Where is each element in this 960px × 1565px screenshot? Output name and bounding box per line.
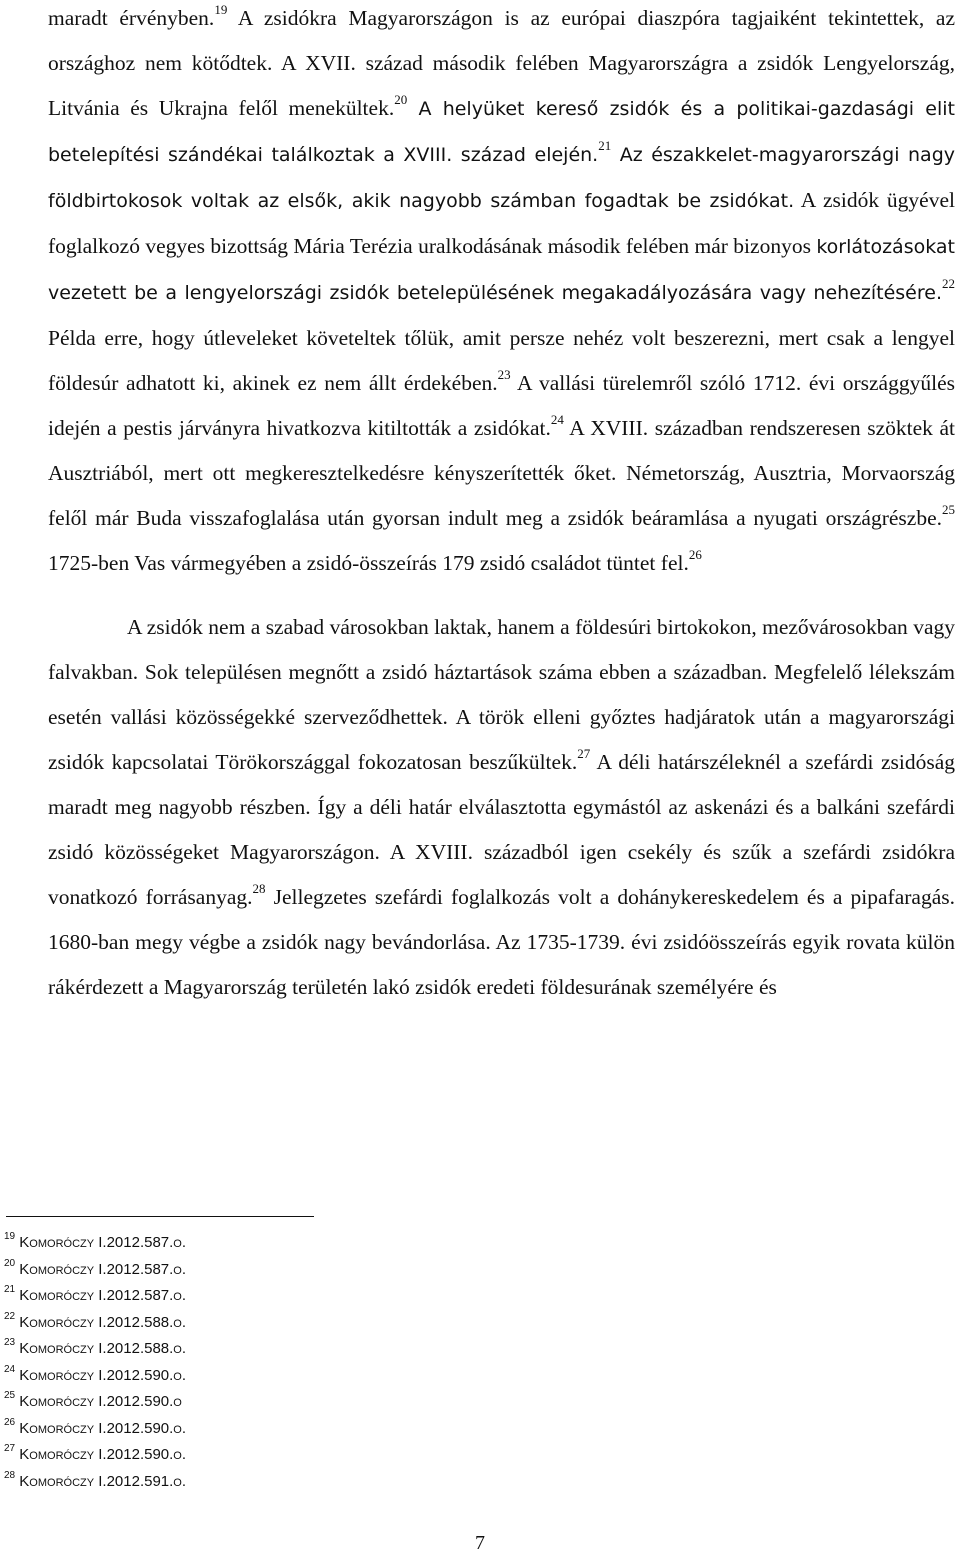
footnote-26 [4, 1416, 604, 1443]
body-text [48, 0, 955, 1010]
footnote-text: Komoróczy I.2012.590.o. [19, 1446, 187, 1463]
text-run: A helyüket kereső zsidók és a politikai-gazdasági elit betelepítési szándékai találkoztak a XVIII. század elején. [48, 98, 955, 166]
text-run: A vallási türelemről szóló 1712. évi országgyűlés idején a pestis járványra hivatkozva kitiltották a zsidókat. [48, 371, 955, 440]
footnote-number: 27 [4, 1443, 16, 1454]
page-number: 7 [475, 1532, 485, 1554]
footnote-reference: 21 [598, 137, 612, 153]
footnote-reference: 20 [394, 91, 408, 107]
footnote-reference: 28 [252, 880, 266, 896]
footnote-number: 19 [4, 1231, 16, 1242]
text-run: maradt érvényben. [48, 6, 215, 30]
text-run: A déli határszéleknél a szefárdi zsidóság maradt meg nagyobb részben. Így a déli határ elválasztotta egymástól az askenázi és a balkáni szefárdi zsidó közösségeket Magyarországon. A XVIII. századból igen csekély és szűk a szefárdi zsidókra vonatkozó forrásanyag. [48, 750, 955, 909]
footnote-27 [4, 1442, 604, 1469]
footnote-text: Komoróczy I.2012.590.o. [19, 1419, 187, 1437]
footnote-25 [4, 1389, 604, 1416]
footnote-reference: 19 [214, 1, 228, 17]
footnote-text: Komoróczy I.2012.587.o. [19, 1260, 187, 1278]
footnote-24 [4, 1363, 604, 1390]
text-run: A zsidók nem a szabad városokban laktak, hanem a földesúri birtokokon, mezővárosokban vagy falvakban. Sok településen megnőtt a zsidó háztartások száma ebben a században. Megfelelő lélekszám esetén vallási közösségekké szerveződhettek. A török elleni győztes hadjáratok után a magyarországi zsidók kapcsolatai Törökországgal fokozatosan beszűkültek. [48, 615, 955, 774]
footnote-text: Komoróczy I.2012.587.o. [19, 1287, 187, 1304]
footnote-number: 20 [4, 1257, 16, 1269]
footnote-reference: 27 [577, 745, 591, 761]
paragraph-1 [48, 0, 955, 586]
footnote-reference: 22 [942, 275, 955, 291]
footnote-number: 21 [4, 1284, 16, 1295]
footnote-text: Komoróczy I.2012.587.o. [19, 1234, 187, 1251]
text-run: Jellegzetes szefárdi foglalkozás volt a dohánykereskedelem és a pipafaragás. 1680-ban megy végbe a zsidók nagy bevándorlása. Az 1735-1739. évi zsidóösszeírás egyik rovata külön rákérdezett a Magyarország területén lakó zsidók eredeti földesurának személyére és [48, 885, 955, 999]
text-run: A XVIII. században rendszeresen szöktek át Ausztriából, mert ott megkeresztelkedésre kényszerítették őket. Németország, Ausztria, Morvaország felől már Buda visszafoglalása után gyorsan indult meg a zsidók beáramlása a nyugati országrészbe. [48, 416, 956, 530]
footnote-text: Komoróczy I.2012.590.o [19, 1393, 182, 1410]
text-run: A zsidók ügyével foglalkozó vegyes bizottság Mária Terézia uralkodásának második felében már bizonyos [48, 188, 955, 258]
footnote-21 [4, 1283, 604, 1310]
text-run: korlátozásokat vezetett be a lengyelországi zsidók betelepülésének megakadályozására vagy nehezítésére. [48, 236, 955, 304]
text-run: Az északkelet-magyarországi nagy földbirtokosok voltak az elsők, akik nagyobb számban fogadtak be zsidókat. [48, 144, 956, 212]
footnote-separator [6, 1216, 314, 1217]
footnote-reference: 26 [688, 546, 702, 562]
text-run: Példa erre, hogy útleveleket követeltek tőlük, amit persze nehéz volt beszerezni, mert csak a lengyel földesúr adhatott ki, akinek ez nem állt érdekében. [48, 326, 955, 395]
footnote-28 [4, 1469, 604, 1496]
footnote-22 [4, 1310, 604, 1337]
footnote-number: 23 [4, 1337, 16, 1348]
text-run: 1725-ben Vas vármegyében a zsidó-összeírás 179 zsidó családot tüntet fel. [48, 551, 689, 575]
footnote-number: 28 [4, 1469, 16, 1481]
paragraph-2 [48, 605, 955, 1010]
footnote-text: Komoróczy I.2012.591.o. [19, 1472, 187, 1490]
footnote-reference: 24 [550, 411, 564, 427]
footnote-20 [4, 1257, 604, 1284]
footnote-number: 26 [4, 1416, 16, 1428]
footnote-number: 22 [4, 1310, 16, 1322]
footnote-reference: 25 [942, 501, 955, 517]
footnote-text: Komoróczy I.2012.588.o. [19, 1340, 187, 1357]
footnote-23 [4, 1336, 604, 1363]
footnote-number: 25 [4, 1390, 16, 1401]
footnote-text: Komoróczy I.2012.588.o. [19, 1313, 187, 1331]
footnote-text: Komoróczy I.2012.590.o. [19, 1366, 187, 1384]
footnote-number: 24 [4, 1363, 16, 1375]
footnotes [4, 1230, 604, 1495]
footnote-19 [4, 1230, 604, 1257]
text-run: A zsidókra Magyarországon is az európai diaszpóra tagjaiként tekintettek, az országhoz nem kötődtek. A XVII. század második felében Magyarországra a zsidók Lengyelország, Litvánia és Ukrajna felől menekültek. [48, 6, 956, 120]
footnote-reference: 23 [497, 366, 511, 382]
